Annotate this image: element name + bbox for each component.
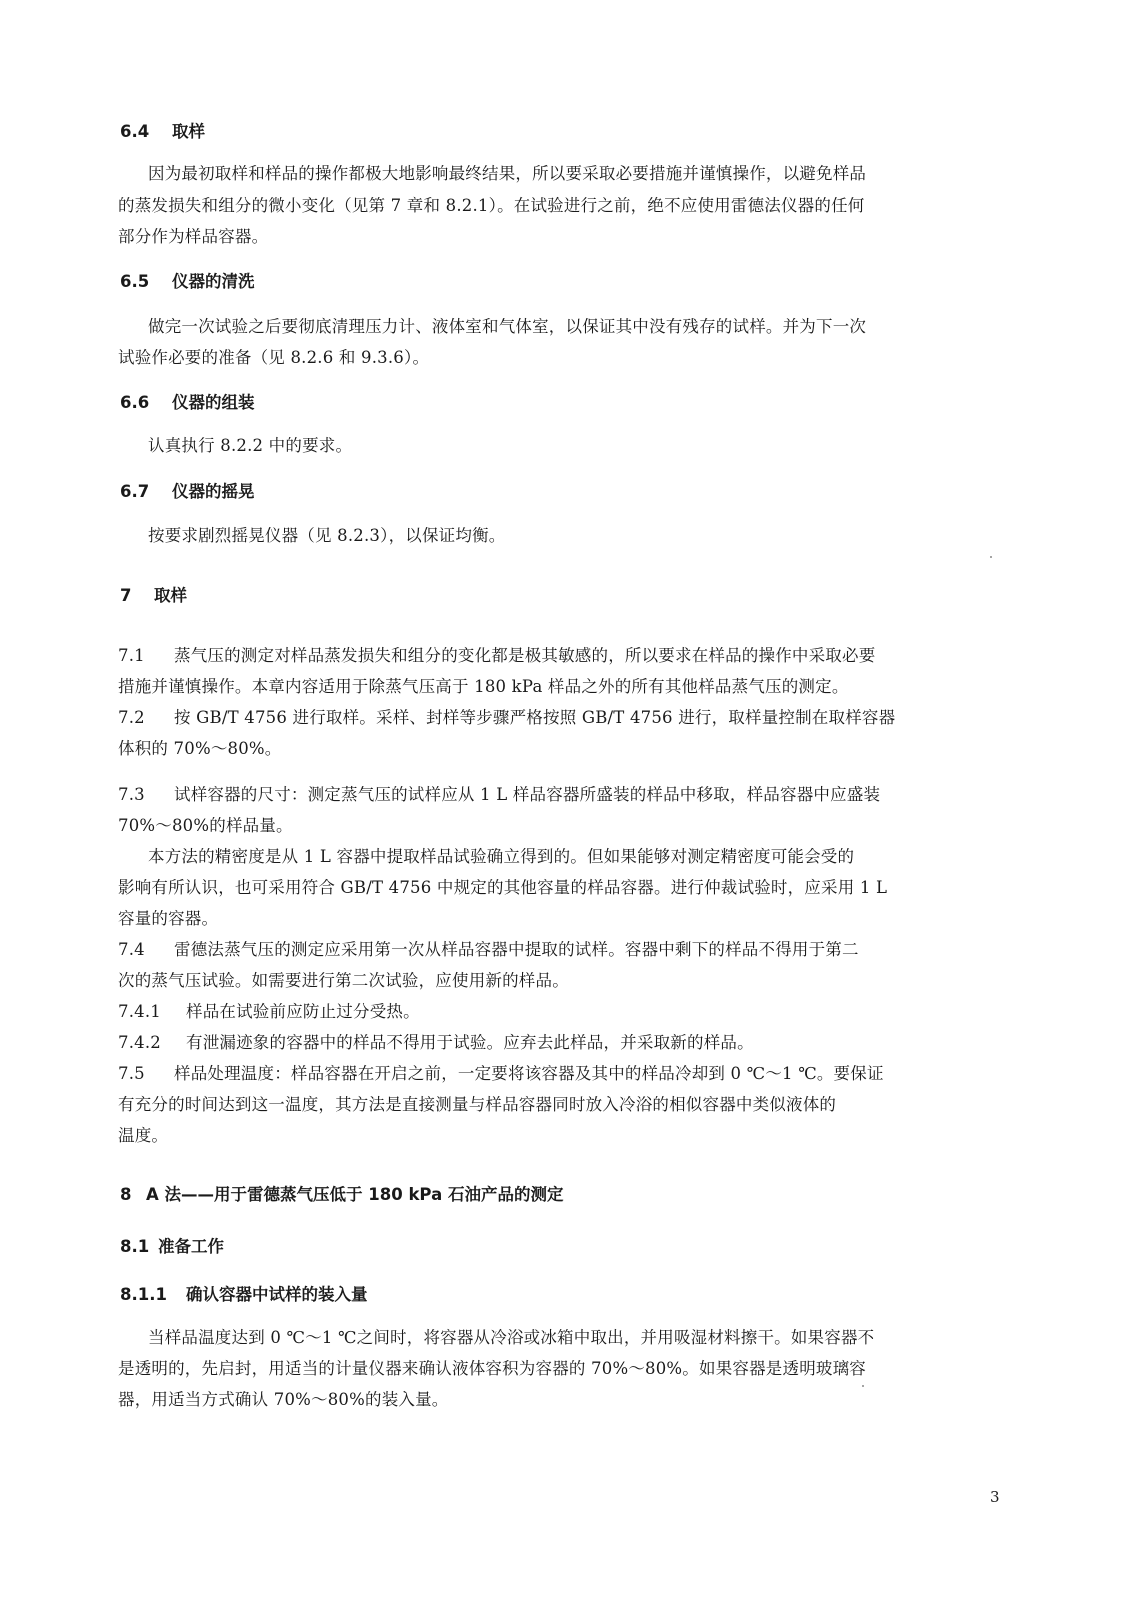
paragraph-line: 体积的 70%～80%。	[118, 739, 282, 758]
paragraph-line: 认真执行 8.2.2 中的要求。	[148, 436, 353, 455]
clause-number: 7.5	[118, 1064, 145, 1083]
paragraph-line: 因为最初取样和样品的操作都极大地影响最终结果，所以要采取必要措施并谨慎操作，以避免样品	[148, 164, 867, 183]
paragraph-line: 是透明的，先启封，用适当的计量仪器来确认液体容积为容器的 70%～80%。如果容器是透明玻璃容	[118, 1359, 866, 1378]
chapter-title: A 法——用于雷德蒸气压低于 180 kPa 石油产品的测定	[146, 1185, 564, 1204]
section-title: 仪器的清洗	[172, 272, 255, 291]
chapter-title: 取样	[154, 586, 187, 605]
section-6-5-heading	[120, 268, 255, 292]
section-6-6-heading	[120, 389, 255, 413]
chapter-7-heading	[120, 582, 187, 606]
section-8-1-heading	[120, 1233, 224, 1257]
section-title: 仪器的摇晃	[172, 482, 255, 501]
paragraph-line: 做完一次试验之后要彻底清理压力计、液体室和气体室，以保证其中没有残存的试样。并为下一次	[148, 317, 867, 336]
section-title: 取样	[172, 122, 205, 141]
clause-7-4	[118, 936, 859, 960]
clause-text: 有泄漏迹象的容器中的样品不得用于试验。应弃去此样品，并采取新的样品。	[186, 1033, 754, 1052]
clause-7-2	[118, 704, 895, 728]
section-number: 8.1.1	[120, 1285, 167, 1304]
clause-text: 蒸气压的测定对样品蒸发损失和组分的变化都是极其敏感的，所以要求在样品的操作中采取必要	[174, 646, 876, 665]
paragraph-line: 部分作为样品容器。	[118, 227, 269, 246]
clause-7-4-1	[118, 998, 420, 1022]
clause-text: 样品在试验前应防止过分受热。	[186, 1002, 420, 1021]
page-number: 3	[990, 1488, 1000, 1506]
clause-text: 试样容器的尺寸：测定蒸气压的试样应从 1 L 样品容器所盛装的样品中移取，样品容器中应盛装	[174, 785, 881, 804]
scan-speck	[990, 556, 992, 558]
paragraph-line: 试验作必要的准备（见 8.2.6 和 9.3.6）。	[118, 348, 430, 367]
paragraph-line: 温度。	[118, 1126, 169, 1145]
section-title: 确认容器中试样的装入量	[186, 1285, 368, 1304]
paragraph-line: 次的蒸气压试验。如需要进行第二次试验，应使用新的样品。	[118, 971, 569, 990]
scan-speck	[862, 1385, 864, 1387]
section-6-4-heading	[120, 118, 205, 142]
clause-number: 7.4.2	[118, 1033, 161, 1052]
chapter-number: 7	[120, 586, 132, 605]
paragraph-line: 措施并谨慎操作。本章内容适用于除蒸气压高于 180 kPa 样品之外的所有其他样品蒸气压的测定。	[118, 677, 849, 696]
clause-text: 样品处理温度：样品容器在开启之前，一定要将该容器及其中的样品冷却到 0 ℃～1 ℃。要保证	[174, 1064, 884, 1083]
paragraph-line: 有充分的时间达到这一温度，其方法是直接测量与样品容器同时放入冷浴的相似容器中类似液体的	[118, 1095, 837, 1114]
section-8-1-1-heading	[120, 1281, 368, 1305]
section-number: 6.4	[120, 122, 150, 141]
paragraph-line: 当样品温度达到 0 ℃～1 ℃之间时，将容器从冷浴或冰箱中取出，并用吸湿材料擦干。如果容器不	[148, 1328, 875, 1347]
clause-7-1	[118, 642, 875, 666]
section-number: 8.1	[120, 1237, 150, 1256]
clause-number: 7.4.1	[118, 1002, 161, 1021]
paragraph-line: 影响有所认识，也可采用符合 GB/T 4756 中规定的其他容量的样品容器。进行仲裁试验时，应采用 1 L	[118, 878, 888, 897]
clause-text: 雷德法蒸气压的测定应采用第一次从样品容器中提取的试样。容器中剩下的样品不得用于第二	[174, 940, 859, 959]
clause-7-5	[118, 1060, 884, 1084]
paragraph-line: 按要求剧烈摇晃仪器（见 8.2.3），以保证均衡。	[148, 526, 506, 545]
clause-7-3	[118, 781, 880, 805]
clause-number: 7.2	[118, 708, 145, 727]
clause-number: 7.4	[118, 940, 145, 959]
section-title: 仪器的组装	[172, 393, 255, 412]
paragraph-line: 的蒸发损失和组分的微小变化（见第 7 章和 8.2.1）。在试验进行之前，绝不应使用雷德法仪器的任何	[118, 196, 865, 215]
chapter-number: 8	[120, 1185, 132, 1204]
section-title: 准备工作	[158, 1237, 224, 1256]
clause-number: 7.3	[118, 785, 145, 804]
paragraph-line: 容量的容器。	[118, 909, 219, 928]
paragraph-line: 器，用适当方式确认 70%～80%的装入量。	[118, 1390, 449, 1409]
section-number: 6.5	[120, 272, 150, 291]
paragraph-line: 70%～80%的样品量。	[118, 816, 293, 835]
clause-text: 按 GB/T 4756 进行取样。采样、封样等步骤严格按照 GB/T 4756 进行，取样量控制在取样容器	[174, 708, 896, 727]
section-6-7-heading	[120, 478, 255, 502]
clause-7-4-2	[118, 1029, 754, 1053]
chapter-8-heading	[120, 1181, 563, 1205]
paragraph-line: 本方法的精密度是从 1 L 容器中提取样品试验确立得到的。但如果能够对测定精密度可能会受的	[148, 847, 855, 866]
clause-number: 7.1	[118, 646, 145, 665]
section-number: 6.7	[120, 482, 150, 501]
section-number: 6.6	[120, 393, 150, 412]
